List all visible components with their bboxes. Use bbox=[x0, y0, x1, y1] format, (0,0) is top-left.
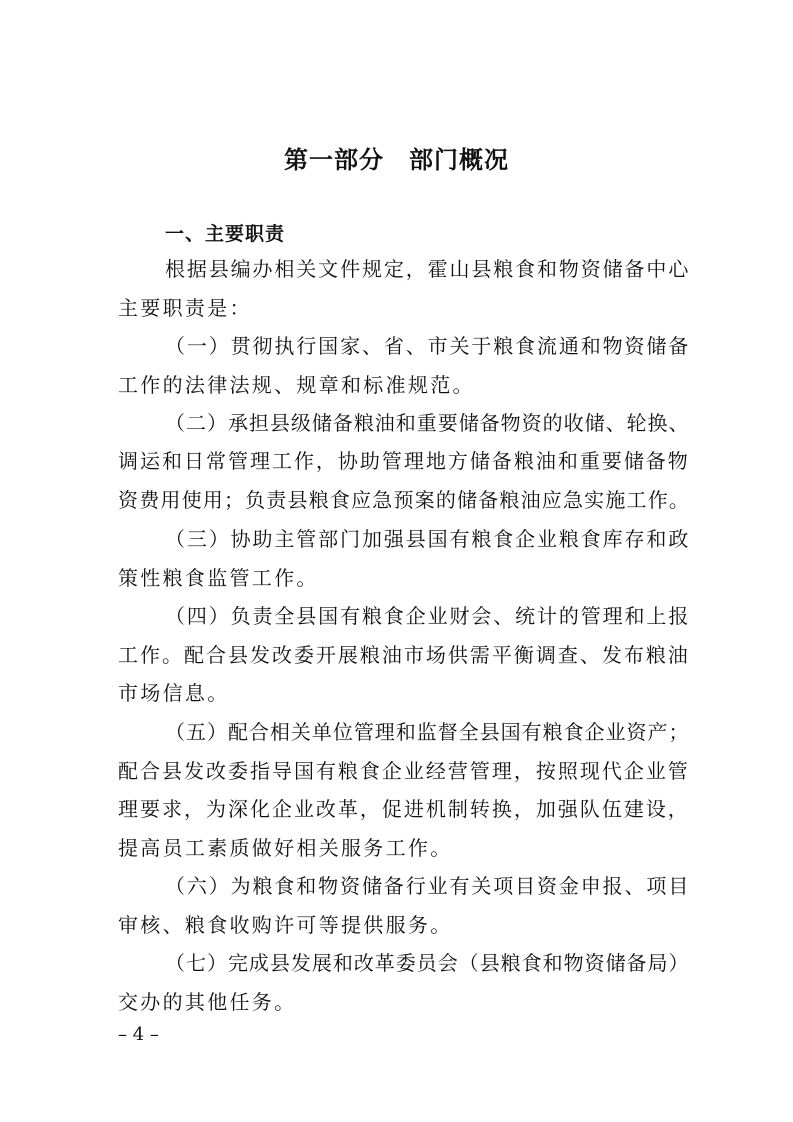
paragraph-line: 资费用使用；负责县粮食应急预案的储备粮油应急实施工作。 bbox=[118, 488, 691, 512]
paragraph-line: 工作。配合县发改委开展粮油市场供需平衡调查、发布粮油 bbox=[118, 643, 690, 667]
paragraph-line: （四）负责全县国有粮食企业财会、统计的管理和上报 bbox=[165, 604, 691, 628]
paragraph-line: （三）协助主管部门加强县国有粮食企业粮食库存和政 bbox=[165, 527, 691, 551]
paragraph-line: （五）配合相关单位管理和监督全县国有粮食企业资产； bbox=[165, 720, 690, 744]
paragraph-line: 工作的法律法规、规章和标准规范。 bbox=[118, 373, 475, 397]
paragraph-line: 市场信息。 bbox=[118, 681, 230, 705]
paragraph-line: 审核、粮食收购许可等提供服务。 bbox=[118, 913, 453, 937]
paragraph-line: （六）为粮食和物资储备行业有关项目资金申报、项目 bbox=[165, 874, 691, 898]
paragraph-line: （一）贯彻执行国家、省、市关于粮食流通和物资储备 bbox=[165, 334, 691, 358]
paragraph-line: 配合县发改委指导国有粮食企业经营管理，按照现代企业管 bbox=[118, 759, 690, 783]
paragraph-line: 理要求，为深化企业改革，促进机制转换，加强队伍建设， bbox=[118, 797, 690, 821]
paragraph-line: （七）完成县发展和改革委员会（县粮食和物资储备局） bbox=[165, 951, 690, 975]
paragraph-line: 主要职责是： bbox=[118, 296, 252, 320]
paragraph-line: 提高员工素质做好相关服务工作。 bbox=[118, 836, 453, 860]
paragraph-line: （二）承担县级储备粮油和重要储备物资的收储、轮换、 bbox=[165, 411, 690, 435]
paragraph-line: 根据县编办相关文件规定，霍山县粮食和物资储备中心 bbox=[165, 257, 691, 281]
paragraph-line: 策性粮食监管工作。 bbox=[118, 566, 319, 590]
page-number: – 4 – bbox=[118, 1024, 159, 1045]
paragraph-line: 调运和日常管理工作，协助管理地方储备粮油和重要储备物 bbox=[118, 449, 690, 473]
paragraph-line: 交办的其他任务。 bbox=[118, 990, 297, 1014]
section-heading: 一、主要职责 bbox=[165, 223, 286, 245]
page-title: 第一部分 部门概况 bbox=[284, 146, 509, 174]
